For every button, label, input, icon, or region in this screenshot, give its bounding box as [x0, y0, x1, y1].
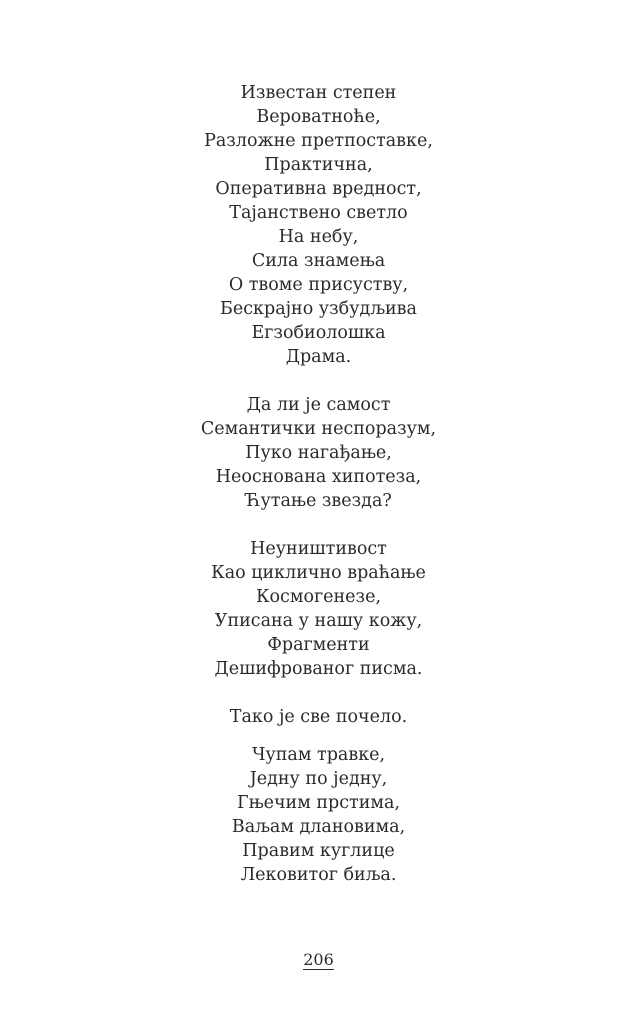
poem-line: Тако је све почело.	[229, 707, 408, 727]
stanza-gap	[0, 513, 637, 537]
stanza-gap	[0, 681, 637, 705]
poem-line: Пуко нагађање,	[245, 443, 392, 463]
stanza-4	[0, 705, 637, 729]
poem-line: Вероватноће,	[256, 107, 381, 127]
poem-line: Тајанствено светло	[229, 203, 408, 223]
poem-line: Егзобиолошка	[251, 323, 386, 343]
stanza-gap	[0, 369, 637, 393]
poem-line: Уписана у нашу кожу,	[214, 611, 423, 631]
poem-line: О твоме присуству,	[228, 275, 409, 295]
stanza-3	[0, 537, 637, 681]
poem-line: На небу,	[278, 227, 359, 247]
poem-line: Драма.	[285, 347, 352, 367]
poem-line: Гњечим прстима,	[236, 793, 401, 813]
poem-line: Космогенезе,	[255, 587, 382, 607]
poem-line: Фрагменти	[267, 635, 370, 655]
poem-line: Једну по једну,	[249, 769, 388, 789]
poem-line: Као циклично враћање	[211, 563, 426, 583]
poem-line: Бескрајно узбудљива	[220, 299, 417, 319]
poem-line: Неуништивост	[250, 539, 387, 559]
poem-line: Неоснована хипотеза,	[215, 467, 422, 487]
poem-line: Практична,	[264, 155, 373, 175]
stanza-5	[0, 743, 637, 887]
page-number-text: 206	[303, 950, 334, 969]
poem-line: Дешифрованог писма.	[214, 659, 423, 679]
poem-line: Ваљам длановима,	[231, 817, 406, 837]
poem-line: Да ли је самост	[246, 395, 391, 415]
poem-line: Разложне претпоставке,	[204, 131, 433, 151]
stanza-1	[0, 81, 637, 369]
poem-line: Известан степен	[240, 83, 397, 103]
poem-line: Ћутање звезда?	[245, 491, 392, 511]
poem-line: Чупам травке,	[251, 745, 386, 765]
poem-line: Семантички неспоразум,	[200, 419, 437, 439]
poem	[0, 81, 637, 887]
page-number	[0, 950, 637, 970]
stanza-gap	[0, 729, 637, 743]
stanza-2	[0, 393, 637, 513]
poem-line: Правим куглице	[242, 841, 395, 861]
poem-line: Сила знамења	[251, 251, 386, 271]
poem-line: Оперативна вредност,	[215, 179, 422, 199]
poem-line: Лековитог биља.	[240, 865, 397, 885]
